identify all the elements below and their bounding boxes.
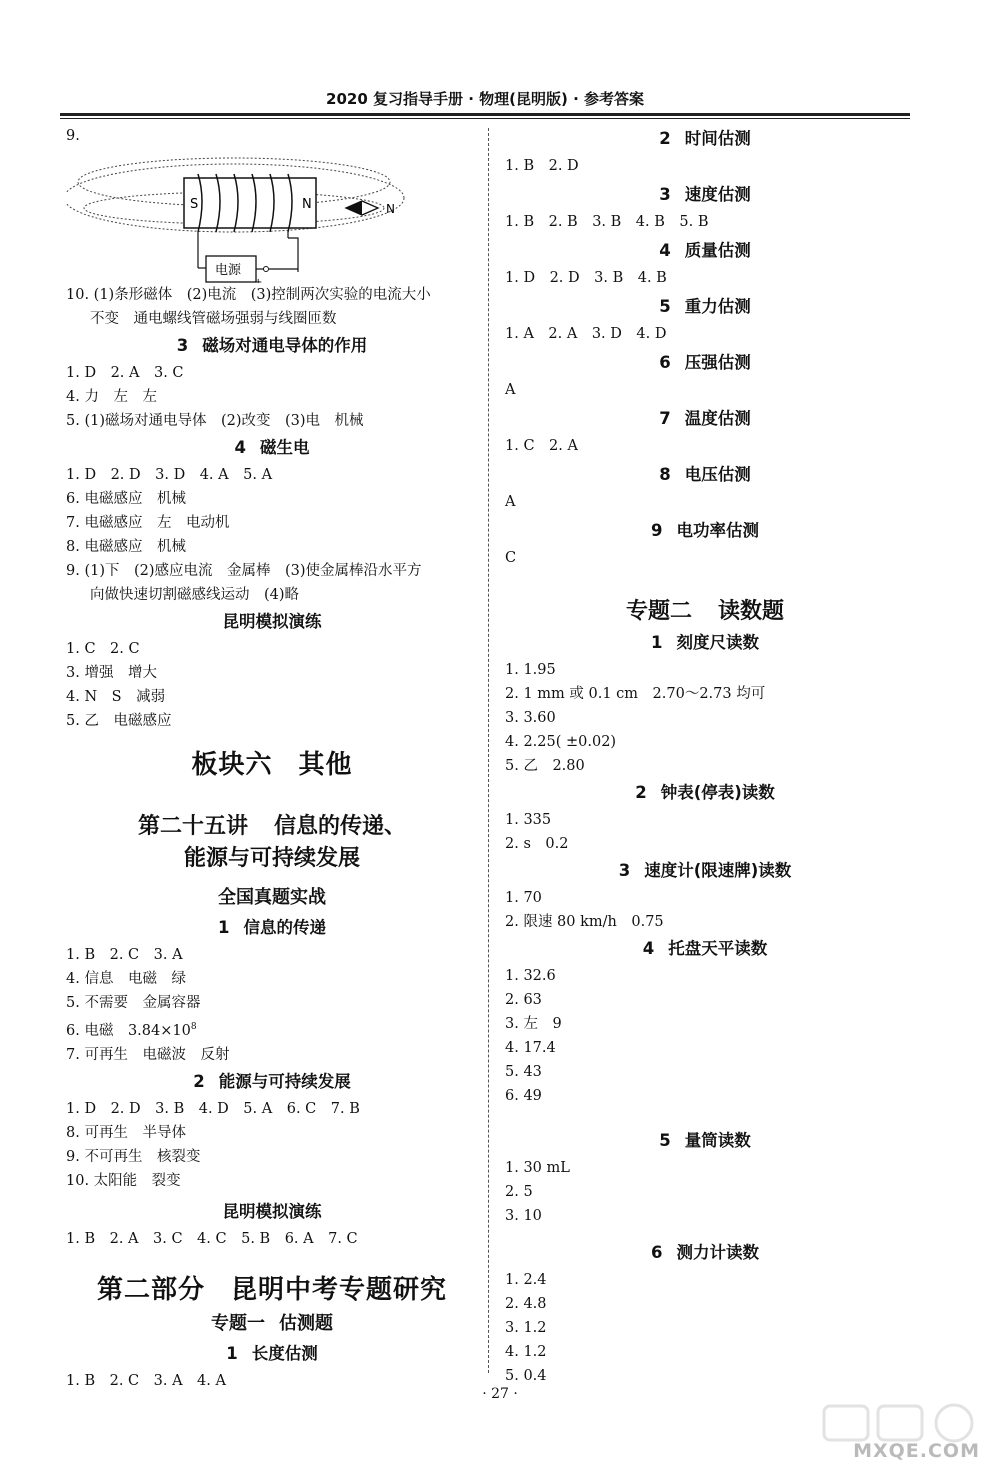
section-heading: 1 信息的传递 [218, 918, 326, 937]
answer-line: 5. 43 [505, 1064, 542, 1080]
answer-line: 6. 电磁感应 机械 [66, 491, 186, 507]
answer-line: 4. 2.25( ±0.02) [505, 734, 617, 750]
power-label: 电源 [215, 263, 242, 278]
compass-n-label: N [386, 202, 395, 216]
answer-line: 2. 1 mm 或 0.1 cm 2.70～2.73 均可 [505, 686, 766, 702]
answer-line: 5. (1)磁场对通电导体 (2)改变 (3)电 机械 [66, 413, 364, 429]
answer-line: 2. s 0.2 [505, 836, 569, 852]
topic-heading: 专题一 估测题 [211, 1312, 333, 1334]
answer-line: 5. 不需要 金属容器 [66, 995, 201, 1011]
answer-line: A [505, 494, 516, 510]
answer-line: 4. 17.4 [505, 1040, 556, 1056]
header-rule-thin [60, 118, 910, 119]
section-heading: 9 电功率估测 [651, 521, 759, 540]
section-heading: 3 磁场对通电导体的作用 [176, 336, 368, 355]
answer-line: 4. 力 左 左 [66, 389, 157, 405]
answer-line: 2. 4.8 [505, 1296, 547, 1312]
answer-line: 6. 电磁 $3.84\times 10^8$ [66, 1022, 197, 1039]
n-pole-label: N [302, 197, 312, 212]
section-heading: 1 长度估测 [226, 1343, 318, 1363]
answer-line: 1. A 2. A 3. D 4. D [505, 326, 667, 342]
answer-line: 2. 限速 80 km/h 0.75 [505, 914, 664, 930]
section-heading: 6 测力计读数 [651, 1243, 759, 1262]
section-heading: 2 能源与可持续发展 [193, 1071, 351, 1091]
iron-core [184, 178, 316, 228]
answer-line: 1. D 2. D 3. B 4. D 5. A 6. C 7. B [66, 1100, 360, 1117]
wire-right [288, 238, 298, 272]
section-heading: 3 速度估测 [659, 185, 751, 204]
right-column [505, 124, 905, 1388]
answer-line: 1. 1.95 [505, 662, 556, 678]
section-heading: 4 托盘天平读数 [642, 939, 768, 958]
answer-line: 1. C 2. C [66, 641, 140, 657]
page-number: · 27 · [482, 1386, 518, 1402]
answer-10-line2: 不变 通电螺线管磁场强弱与线圈匝数 [90, 311, 337, 327]
solenoid-diagram [66, 148, 478, 283]
section-heading: 4 质量估测 [659, 241, 751, 260]
left-column [66, 124, 478, 1393]
answer-line: 8. 可再生 半导体 [66, 1124, 186, 1141]
answer-line: 1. B 2. A 3. C 4. C 5. B 6. A 7. C [66, 1230, 358, 1247]
answer-line: A [505, 382, 516, 398]
answer-line: 9. 不可再生 核裂变 [66, 1148, 201, 1165]
section-heading: 7 温度估测 [659, 409, 751, 428]
s-pole-label: S [190, 197, 199, 212]
answer-line: C [505, 550, 517, 566]
section-heading: 6 压强估测 [659, 353, 751, 372]
terminal [264, 267, 269, 272]
section-heading: 3 速度计(限速牌)读数 [618, 861, 792, 880]
answer-line: 8. 电磁感应 机械 [66, 539, 186, 555]
watermark-text: MXQE.COM [853, 1440, 980, 1462]
answer-line: 1. C 2. A [505, 438, 578, 454]
answer-line: 1. D 2. D 3. D 4. A 5. A [66, 467, 273, 483]
section-heading: 昆明模拟演练 [222, 612, 322, 631]
answer-line: 7. 可再生 电磁波 反射 [66, 1046, 230, 1063]
compass-needle-dark [346, 201, 362, 215]
answer-line: 9. (1)下 (2)感应电流 金属棒 (3)使金属棒沿水平方 [66, 563, 422, 579]
answer-line: 4. 信息 电磁 绿 [66, 971, 186, 987]
answer-line: 3. 增强 增大 [66, 665, 157, 681]
section-heading: 4 磁生电 [234, 438, 310, 457]
plus-label: + [254, 277, 263, 283]
answer-line: 1. D 2. A 3. C [66, 365, 184, 381]
section-heading: 8 电压估测 [659, 465, 751, 484]
answer-line: 3. 3.60 [505, 710, 556, 726]
lecture-title-line2: 能源与可持续发展 [183, 846, 360, 871]
answer-line: 2. 5 [505, 1184, 533, 1200]
answer-line: 1. B 2. C 3. A 4. A [66, 1372, 226, 1389]
answer-line: 3. 1.2 [505, 1320, 547, 1336]
answer-line: 6. 49 [505, 1088, 542, 1104]
running-header: 2020 复习指导手册 · 物理(昆明版) · 参考答案 [326, 90, 644, 108]
answer-line: 3. 左 9 [505, 1016, 562, 1032]
answer-line: 5. 乙 2.80 [505, 758, 585, 774]
answer-line: 1. 70 [505, 890, 542, 906]
subsection-heading: 全国真题实战 [218, 887, 326, 908]
section-heading: 5 重力估测 [659, 297, 751, 316]
header-rule [60, 113, 910, 116]
part-title: 第二部分 昆明中考专题研究 [96, 1274, 448, 1305]
solenoid-svg [66, 148, 478, 283]
answer-line: 1. B 2. D [505, 158, 579, 174]
section-heading: 5 量筒读数 [659, 1131, 751, 1150]
section-heading: 2 时间估测 [659, 129, 751, 148]
topic-title: 专题二 读数题 [625, 599, 785, 624]
section-heading: 2 钟表(停表)读数 [635, 783, 775, 802]
column-divider [488, 128, 489, 1373]
answer-line: 向做快速切割磁感线运动 (4)略 [90, 587, 300, 603]
section-heading: 1 刻度尺读数 [651, 633, 759, 652]
answer-line: 1. 335 [505, 812, 552, 828]
section-heading: 昆明模拟演练 [222, 1201, 322, 1221]
answer-line: 1. 32.6 [505, 968, 556, 984]
answer-line: 1. B 2. C 3. A [66, 947, 183, 963]
answer-line: 7. 电磁感应 左 电动机 [66, 515, 230, 531]
answer-line: 1. D 2. D 3. B 4. B [505, 270, 667, 286]
question-9-label: 9. [66, 128, 80, 144]
answer-line: 1. 2.4 [505, 1272, 547, 1288]
answer-line: 10. 太阳能 裂变 [66, 1172, 181, 1189]
answer-line: 3. 10 [505, 1208, 542, 1224]
answer-line: 4. N S 减弱 [66, 689, 166, 705]
answer-line: 5. 0.4 [505, 1368, 547, 1384]
answer-line: 1. 30 mL [505, 1160, 570, 1176]
answer-10-line1: 10. (1)条形磁体 (2)电流 (3)控制两次实验的电流大小 [66, 287, 431, 303]
lecture-title: 第二十五讲 信息的传递、 [137, 814, 407, 839]
answer-line: 5. 乙 电磁感应 [66, 713, 172, 729]
answer-line: 4. 1.2 [505, 1344, 547, 1360]
answer-line: 1. B 2. B 3. B 4. B 5. B [505, 214, 709, 230]
block-title: 板块六 其他 [191, 750, 353, 780]
answer-line: 2. 63 [505, 992, 542, 1008]
